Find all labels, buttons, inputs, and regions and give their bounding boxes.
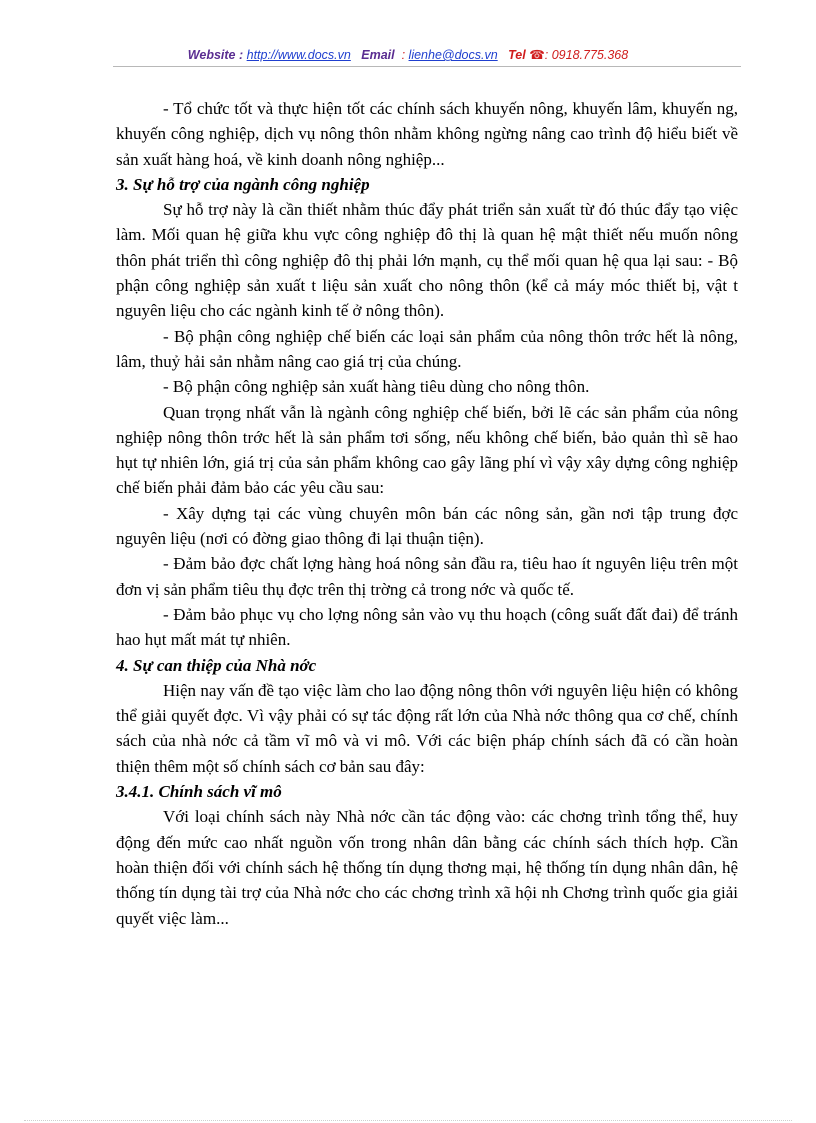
paragraph: - Xây dựng tại các vùng chuyên môn bán các nông sản, gần nơi tập trung đợc nguyên liệu (nơi có đờng giao thông đi lại thuận tiện). [116,503,738,549]
website-label: Website : [187,48,244,62]
page-header [0,47,816,62]
website-link[interactable]: http://www.docs.vn [246,48,351,62]
paragraph: - Tổ chức tốt và thực hiện tốt các chính sách khuyến nông, khuyến lâm, khuyến ng, khuyến công nghiệp, dịch vụ nông thôn nhằm không ngừng nâng cao trình độ hiểu biết về sản xuất hàng hoá, về kinh doanh nông nghiệp... [116,99,738,169]
paragraph: Sự hỗ trợ này là cần thiết nhằm thúc đẩy phát triển sản xuất từ đó thúc đẩy tạo việc làm. Mối quan hệ giữa khu vực công nghiệp đô thị là quan hệ mật thiết nếu muốn nông thôn phát triển thì công nghiệp đô thị phải lớn mạnh, cụ thể mối quan hệ qua lại sau: - Bộ phận công nghiệp sản xuất t liệu sản xuất cho nông thôn (kể cả máy móc thiết bị, vật t nguyên liệu cho các ngành kinh tế ở nông thôn). [116,200,738,321]
document-body [116,96,738,931]
paragraph: - Đảm bảo phục vụ cho lợng nông sản vào vụ thu hoạch (công suất đất đai) để tránh hao hụt mất mát tự nhiên. [116,604,738,650]
subsection-heading: 3.4.1. Chính sách vĩ mô [116,782,282,802]
email-separator: : [401,48,406,62]
paragraph: Hiện nay vấn đề tạo việc làm cho lao động nông thôn với nguyên liệu hiện có không thể giải quyết đợc. Vì vậy phải có sự tác động rất lớn của Nhà nớc thông qua cơ chế, chính sách của nhà nớc cả tầm vĩ mô và vi mô. Với các biện pháp chính sách đã có cần hoàn thiện thêm một số chính sách cơ bản sau đây: [116,680,738,776]
header-divider [113,66,741,67]
paragraph: Quan trọng nhất vẫn là ngành công nghiệp chế biến, bởi lẽ các sản phẩm của nông nghiệp nông thôn trớc hết là sản phẩm tơi sống, nếu không chế biến, bảo quản thì sẽ hao hụt tự nhiên lớn, giá trị của sản phẩm không cao gây lãng phí vì vậy xây dựng công nghiệp chế biến phải đảm bảo các yêu cầu sau: [116,402,738,498]
email-link[interactable]: lienhe@docs.vn [408,48,498,62]
section-heading: 3. Sự hỗ trợ của ngành công nghiệp [116,174,370,194]
section-heading: 4. Sự can thiệp của Nhà nớc [116,655,317,675]
paragraph: - Đảm bảo đợc chất lợng hàng hoá nông sản đầu ra, tiêu hao ít nguyên liệu trên một đơn vị sản phẩm tiêu thụ đợc trên thị trờng cả trong nớc và quốc tế. [116,554,738,599]
tel-number: : 0918.775.368 [544,48,629,62]
footer-divider [24,1120,792,1121]
email-label: Email [361,48,395,62]
phone-icon: ☎ [529,48,545,62]
paragraph: Với loại chính sách này Nhà nớc cần tác động vào: các chơng trình tổng thể, huy động đến mức cao nhất nguồn vốn trong nhân dân bằng các chính sách thích hợp. Cần hoàn thiện đối với chính sách hệ thống tín dụng thơng mại, hệ thống tín dụng nhân dân, hệ thống tín dụng tài trợ của Nhà nớc cho các chơng trình xã hội nh Chơng trình quốc gia giải quyết việc làm... [116,807,738,928]
paragraph: - Bộ phận công nghiệp sản xuất hàng tiêu dùng cho nông thôn. [163,377,590,397]
tel-label: Tel [508,48,526,62]
paragraph: - Bộ phận công nghiệp chế biến các loại sản phẩm của nông thôn trớc hết là nông, lâm, thuỷ hải sản nhằm nâng cao giá trị của chúng. [116,326,738,371]
